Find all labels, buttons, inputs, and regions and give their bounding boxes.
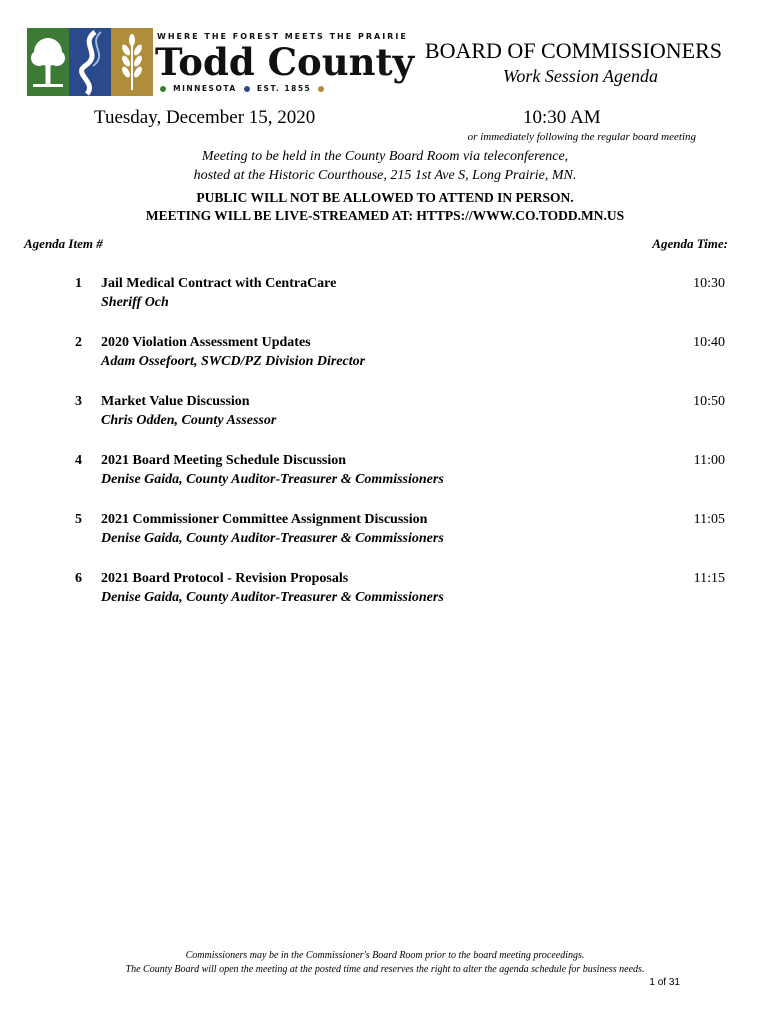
item-time: 10:40 [693,335,725,350]
wheat-icon [111,28,153,96]
logo-name: Todd County [155,40,415,84]
meeting-date: Tuesday, December 15, 2020 [94,107,316,128]
board-title: BOARD OF COMMISSIONERS [424,38,722,63]
footer-note-2: The County Board will open the meeting at the posted time and reserves the right to alter the agenda schedule for business needs. [125,964,645,975]
item-time: 10:30 [693,276,725,291]
item-presenter: Adam Ossefoort, SWCD/PZ Division Director [101,354,366,369]
item-presenter: Chris Odden, County Assessor [101,413,277,428]
logo-established: EST. 1855 [256,84,312,93]
logo-tiles [27,28,153,96]
meeting-time: 10:30 AM [523,107,601,128]
agenda-item [0,276,770,320]
item-title: 2020 Violation Assessment Updates [101,335,311,350]
gold-dot-icon [318,86,324,92]
item-number: 5 [75,512,82,527]
public-notice: PUBLIC WILL NOT BE ALLOWED TO ATTEND IN PERSON. [196,190,574,205]
item-presenter: Denise Gaida, County Auditor-Treasurer & Commissioners [101,472,444,487]
item-number: 1 [75,276,82,291]
item-time: 11:00 [693,453,725,468]
item-presenter: Denise Gaida, County Auditor-Treasurer & Commissioners [101,531,444,546]
item-number: 6 [75,571,82,586]
tree-icon [27,28,69,96]
agenda-item [0,571,770,615]
agenda-item [0,335,770,379]
item-title: Jail Medical Contract with CentraCare [101,276,337,291]
green-dot-icon [160,86,166,92]
item-title: 2021 Board Meeting Schedule Discussion [101,453,347,468]
item-time: 10:50 [693,394,725,409]
agenda-item [0,512,770,556]
item-number: 3 [75,394,82,409]
county-logo [27,28,415,98]
logo-tagline: WHERE THE FOREST MEETS THE PRAIRIE [157,32,408,41]
location-line-1: Meeting to be held in the County Board Room via teleconference, [201,149,569,164]
agenda-subtitle: Work Session Agenda [503,66,658,86]
item-title: 2021 Board Protocol - Revision Proposals [101,571,349,586]
agenda-item [0,394,770,438]
blue-dot-icon [244,86,250,92]
item-time: 11:15 [693,571,725,586]
logo-subline [157,84,327,93]
item-number: 2 [75,335,82,350]
time-note: or immediately following the regular board meeting [467,131,696,143]
agenda-item [0,453,770,497]
location-line-2: hosted at the Historic Courthouse, 215 1st Ave S, Long Prairie, MN. [193,168,577,183]
footer-note-1: Commissioners may be in the Commissioner's Board Room prior to the board meeting proceedings. [185,950,585,961]
item-time: 11:05 [693,512,725,527]
page-number: 1 of 31 [649,977,680,988]
agenda-item-header: Agenda Item # [24,236,103,251]
item-number: 4 [75,453,82,468]
item-presenter: Denise Gaida, County Auditor-Treasurer & Commissioners [101,590,444,605]
agenda-time-header: Agenda Time: [652,236,728,251]
item-title: Market Value Discussion [101,394,250,409]
logo-state: MINNESOTA [173,84,237,93]
logo-text [155,28,415,98]
item-title: 2021 Commissioner Committee Assignment Discussion [101,512,428,527]
river-icon [69,28,111,96]
livestream-notice: MEETING WILL BE LIVE-STREAMED AT: HTTPS://WWW.CO.TODD.MN.US [145,208,625,223]
item-presenter: Sheriff Och [101,295,169,310]
